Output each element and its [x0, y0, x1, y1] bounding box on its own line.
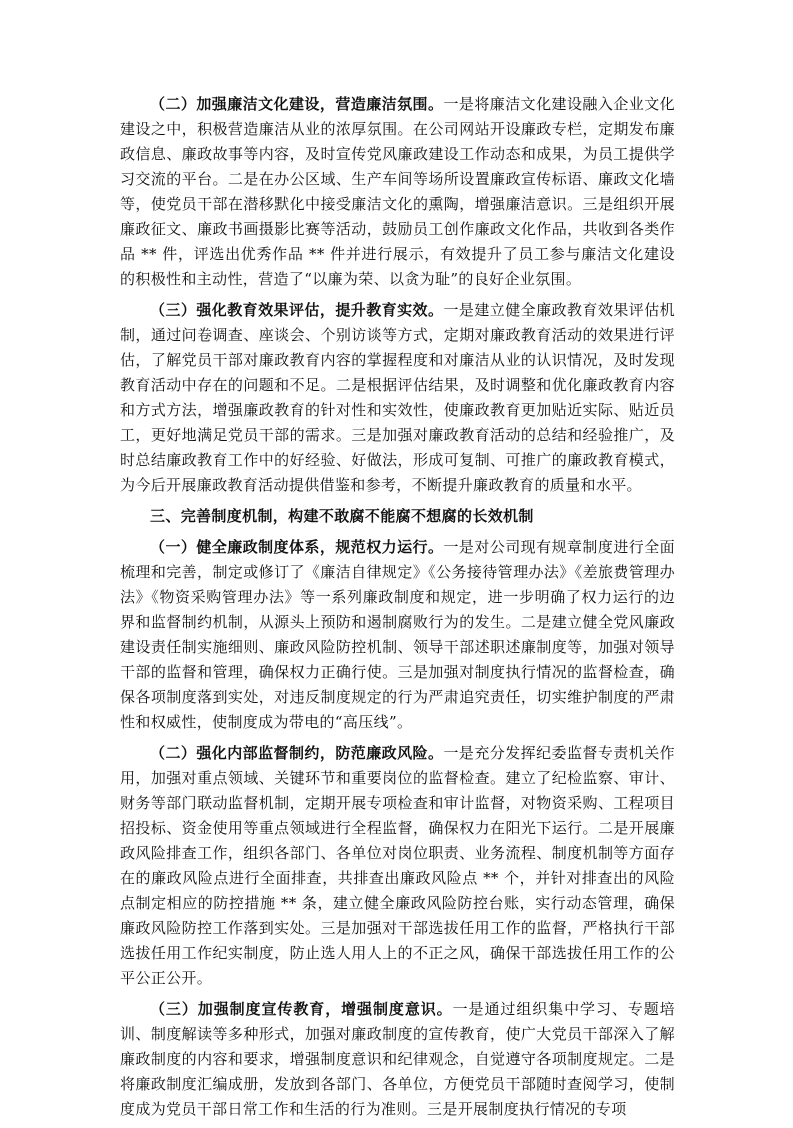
paragraph-body: 一是对公司现有规章制度进行全面梳理和完善，制定或修订了《廉洁自律规定》《公务接待管理办法》《差旅费管理办法》《物资采购管理办法》等一系列廉政制度和规定，进一步明确了权力运行的边界和监督制约机制，从源头上预防和遏制腐败行为的发生。二是建立健全党风廉政建设责任制实施细则、廉政风险防控机制、领导干部述职述廉制度等，加强对领导干部的监督和管理，确保权力正确行使。三是加强对制度执行情况的监督检查，确保各项制度落到实处，对违反制度规定的行为严肃追究责任，切实维护制度的严肃性和权威性，使制度成为带电的“高压线”。 [120, 538, 675, 731]
document-page [120, 92, 675, 1128]
paragraph-lead: （三）强化教育效果评估，提升教育实效。 [150, 301, 444, 319]
paragraph-lead: （二）加强廉洁文化建设，营造廉洁氛围。 [150, 95, 444, 113]
paragraph-publicity [120, 997, 675, 1122]
paragraph-body: 一是通过组织集中学习、专题培训、制度解读等多种形式，加强对廉政制度的宣传教育，使广大党员干部深入了解廉政制度的内容和要求，增强制度意识和纪律观念，自觉遵守各项制度规定。二是将廉政制度汇编成册，发放到各部门、各单位，方便党员干部随时查阅学习，使制度成为党员干部日常工作和生活的行为准则。三是开展制度执行情况的专项 [120, 1000, 676, 1118]
paragraph-evaluation [120, 298, 675, 498]
paragraph-supervision [120, 741, 675, 991]
paragraph-system [120, 535, 675, 735]
paragraph-lead: （一）健全廉政制度体系，规范权力运行。 [150, 538, 444, 556]
section-heading: 三、完善制度机制，构建不敢腐不能腐不想腐的长效机制 [150, 507, 534, 525]
paragraph-lead: （二）强化内部监督制约，防范廉政风险。 [150, 744, 444, 762]
paragraph-body: 一是将廉洁文化建设融入企业文化建设之中，积极营造廉洁从业的浓厚氛围。在公司网站开设廉政专栏，定期发布廉政信息、廉政故事等内容，及时宣传党风廉政建设工作动态和成果，为员工提供学习交流的平台。二是在办公区域、生产车间等场所设置廉政宣传标语、廉政文化墙等，使党员干部在潜移默化中接受廉洁文化的熏陶，增强廉洁意识。三是组织开展廉政征文、廉政书画摄影比赛等活动，鼓励员工创作廉政文化作品，共收到各类作品 ** 件，评选出优秀作品 ** 件并进行展示，有效提升了员工参与廉洁文化建设的积极性和主动性，营造了“以廉为荣、以贪为耻”的良好企业氛围。 [120, 95, 675, 288]
paragraph-culture [120, 92, 675, 292]
paragraph-body: 一是充分发挥纪委监督专责机关作用，加强对重点领域、关键环节和重要岗位的监督检查。建立了纪检监察、审计、财务等部门联动监督机制，定期开展专项检查和审计监督，对物资采购、工程项目招投标、资金使用等重点领域进行全程监督，确保权力在阳光下运行。二是开展廉政风险排查工作，组织各部门、各单位对岗位职责、业务流程、制度机制等方面存在的廉政风险点进行全面排查，共排查出廉政风险点 ** 个，并针对排查出的风险点制定相应的防控措施 ** 条，建立健全廉政风险防控台账，实行动态管理，确保廉政风险防控工作落到实处。三是加强对干部选拔任用工作的监督，严格执行干部选拔任用工作纪实制度，防止选人用人上的不正之风，确保干部选拔任用工作的公平公正公开。 [120, 744, 675, 987]
paragraph-body: 一是建立健全廉政教育效果评估机制，通过问卷调查、座谈会、个别访谈等方式，定期对廉政教育活动的效果进行评估，了解党员干部对廉政教育内容的掌握程度和对廉洁从业的认识情况，及时发现教育活动中存在的问题和不足。二是根据评估结果，及时调整和优化廉政教育内容和方式方法，增强廉政教育的针对性和实效性，使廉政教育更加贴近实际、贴近员工，更好地满足党员干部的需求。三是加强对廉政教育活动的总结和经验推广，及时总结廉政教育工作中的好经验、好做法，形成可复制、可推广的廉政教育模式，为今后开展廉政教育活动提供借鉴和参考，不断提升廉政教育的质量和水平。 [120, 301, 675, 494]
paragraph-lead: （三）加强制度宣传教育，增强制度意识。 [150, 1000, 453, 1018]
